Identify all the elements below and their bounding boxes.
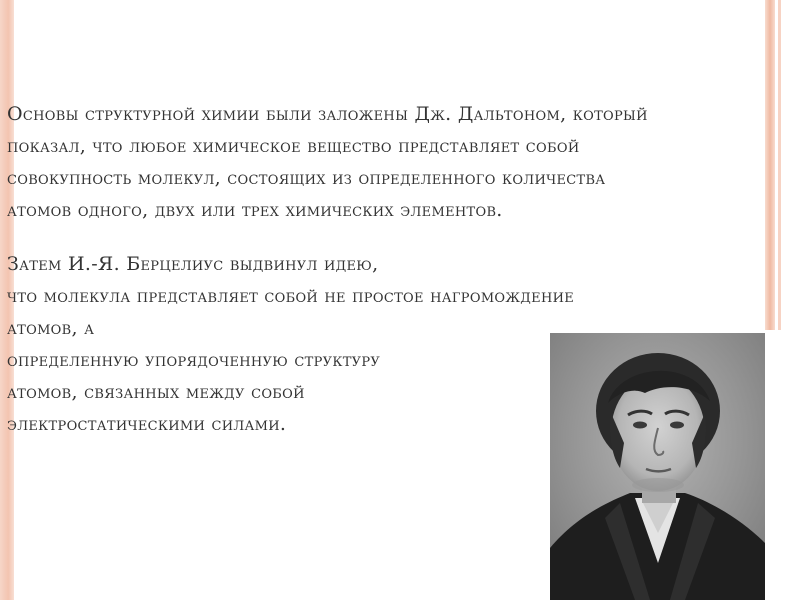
right-decorative-stripe bbox=[778, 0, 781, 330]
text-line: атомов одного, двух или трех химических элементов. bbox=[7, 199, 503, 221]
text-line: показал, что любое химическое вещество представляет собой bbox=[7, 135, 580, 157]
paragraph-dalton bbox=[7, 98, 777, 226]
text-line: совокупность молекул, состоящих из определенного количества bbox=[7, 167, 606, 189]
text-line: электростатическими силами. bbox=[7, 413, 287, 435]
text-line: Основы структурной химии были заложены Дж. Дальтоном, который bbox=[7, 103, 648, 125]
portrait-photo-icon bbox=[550, 333, 765, 600]
text-line: Затем И.-Я. Берцелиус выдвинул идею, bbox=[7, 253, 379, 275]
text-line: атомов, а bbox=[7, 317, 95, 339]
text-line: атомов, связанных между собой bbox=[7, 381, 305, 403]
paragraph-spacer bbox=[7, 226, 777, 248]
text-line: определенную упорядоченную структуру bbox=[7, 349, 381, 371]
text-line: что молекула представляет собой не простое нагромождение bbox=[7, 285, 575, 307]
